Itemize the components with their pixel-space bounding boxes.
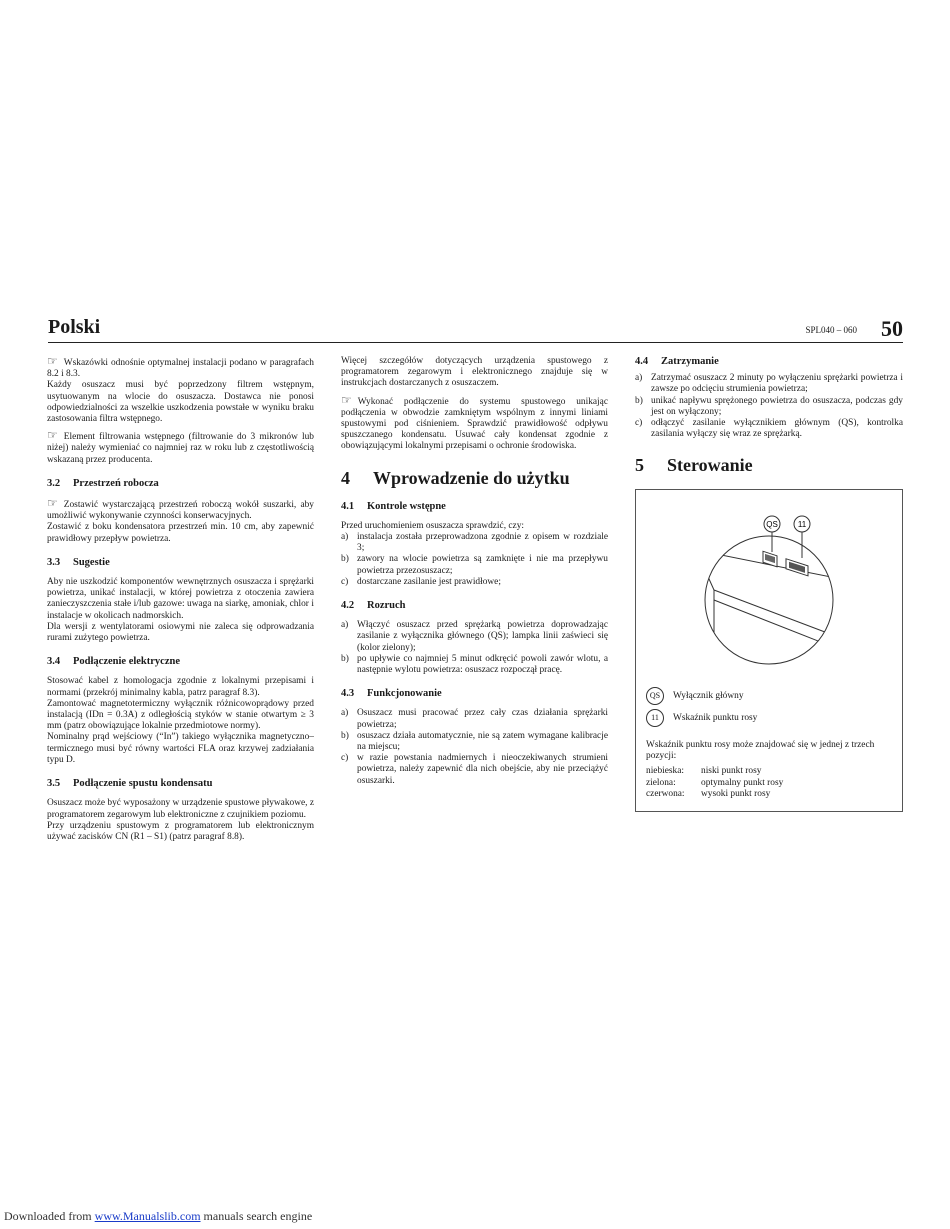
table-row: niebieska: niski punkt rosy xyxy=(646,766,762,777)
list-item: a) Włączyć osuszacz przed sprężarką powietrza doprowadzając zasilanie z wyłącznika głównego (QS); lampka linii zaświeci się (kolor zielony); xyxy=(341,620,608,653)
section-heading: 4.1 Kontrole wstępne xyxy=(341,500,446,512)
table-row: zielona: optymalny punkt rosy xyxy=(646,777,784,788)
section-heading: 3.2 Przestrzeń robocza xyxy=(47,477,159,489)
paragraph: Stosować kabel z homologacja zgodnie z lokalnymi przepisami i normami (przekrój minimalny kabla, patrz paragraf 8.3). xyxy=(47,676,314,698)
language-title: Polski xyxy=(48,316,101,338)
page-header xyxy=(48,316,903,342)
callout-qs: QS xyxy=(766,520,778,529)
chapter-heading: 4 Wprowadzenie do użytku xyxy=(341,467,570,488)
paragraph: Zamontować magnetotermiczny wyłącznik różnicowoprądowy przed instalacją (IDn = 0.3A) z odległością styków w stanie otwartym ≥ 3 mm (patrz obowiązujące lokalnie przedmiotowe normy). xyxy=(47,698,314,732)
paragraph: Dla wersji z wentylatorami osiowymi nie zaleca się odprowadzania rurami zużytego powietrza. xyxy=(47,621,314,644)
download-footer: Downloaded from www.Manualslib.com manuals search engine xyxy=(4,1209,313,1223)
chapter-heading: 5 Sterowanie xyxy=(635,455,753,476)
list xyxy=(341,708,608,786)
dew-point-description: Wskaźnik punktu rosy może znajdować się w jednej z trzech pozycji: niebieska: niski punkt rosy zielona: optymalny punkt rosy czerwona: wysoki punkt rosy xyxy=(646,740,875,799)
dryer-panel-illustration xyxy=(636,490,902,680)
page-number: 50 xyxy=(881,316,903,341)
pointing-hand-icon: ☞ xyxy=(47,496,58,511)
list-item: a) Osuszacz musi pracować przez cały czas działania sprężarki powietrza; xyxy=(341,708,608,730)
indicator-11-badge-icon: 11 xyxy=(646,709,664,727)
paragraph: Osuszacz może być wyposażony w urządzenie spustowe pływakowe, z programatorem zegarowym lub elektroniczne z czujnikiem poziomu. xyxy=(47,798,314,820)
pointing-hand-icon: ☞ xyxy=(47,354,58,368)
paragraph: Więcej szczegółów dotyczących urządzenia spustowego z programatorem zegarowym i elektronicznego znajduje się w instrukcjach dostarczanych z osuszaczem. xyxy=(341,356,608,389)
list-item: b) unikać napływu sprężonego powietrza do osuszacza, podczas gdy jest on wyłączony; xyxy=(635,395,903,417)
list-item: c) dostarczane zasilanie jest prawidłowe; xyxy=(341,576,501,587)
pointing-hand-icon: ☞ xyxy=(47,428,58,443)
column-2 xyxy=(341,356,608,792)
paragraph: Nominalny prąd wejściowy (“In”) takiego wyłącznika magnetyczno–termicznego musi być równy wartości FLA oraz krzywej zadziałania typu D. xyxy=(47,732,314,765)
paragraph: Przy urządzeniu spustowym z programatorem lub elektronicznym używać zacisków CN (R1 – S1) (patrz paragraf 8.8). xyxy=(47,820,314,842)
pointing-hand-icon: ☞ xyxy=(341,392,352,407)
section-heading: 3.5 Podłączenie spustu kondensatu xyxy=(47,778,213,790)
legend-main-switch: QS Wyłącznik główny xyxy=(646,687,744,705)
section-heading: 3.4 Podłączenie elektryczne xyxy=(47,656,180,668)
section-heading: 4.4 Zatrzymanie xyxy=(635,356,719,367)
manualslib-link[interactable]: www.Manualslib.com xyxy=(94,1209,201,1223)
list xyxy=(341,532,608,588)
paragraph: Aby nie uszkodzić komponentów wewnętrznych osuszacza i sprężarki powietrza, unikać instalacji, w której powietrza z otoczenia zawiera zanieczyszczenia stałe i/lub gazowe: uwaga na siarkę, amoniak, chlor i instalacje w okolicach nadmorskich. xyxy=(47,577,314,621)
list-item: a) instalacja została przeprowadzona zgodnie z opisem w rozdziale 3; xyxy=(341,532,608,554)
paragraph: ☞ Wskazówki odnośnie optymalnej instalacji podano w paragrafach 8.2 i 8.3. xyxy=(47,354,314,380)
paragraph: Przed uruchomieniem osuszacza sprawdzić, czy: xyxy=(341,520,524,531)
list-item: b) po upływie co najmniej 5 minut odkręcić powoli zawór wlotu, a następnie wylotu powietrza: osuszacz rozpoczął pracę. xyxy=(341,653,608,676)
paragraph: ☞ Zostawić wystarczającą przestrzeń roboczą wokół suszarki, aby umożliwić wykonywanie czynności konserwacyjnych. xyxy=(47,496,314,522)
paragraph: Zostawić z boku kondensatora przestrzeń min. 10 cm, aby zapewnić prawidłowy przepływ powietrza. xyxy=(47,522,314,544)
list-item: a) Zatrzymać osuszacz 2 minuty po wyłączeniu sprężarki powietrza i zawsze po odcięciu strumienia powietrza; xyxy=(635,373,903,395)
column-1 xyxy=(47,356,314,848)
paragraph: Każdy osuszacz musi być poprzedzony filtrem wstępnym, usytuowanym na wlocie do osuszacza. Dostawca nie ponosi odpowiedzialności za wszelkie uszkodzenia powstałe w wyniku braku zastosowania filtra wstępnego. xyxy=(47,380,314,425)
callout-11: 11 xyxy=(797,520,807,529)
section-heading: 3.3 Sugestie xyxy=(47,556,110,568)
dew-point-table xyxy=(646,766,783,800)
list-item: c) odłączyć zasilanie wyłącznikiem głównym (QS), kontrolka zasilania wyłączy się wraz ze sprężarką. xyxy=(635,418,903,440)
paragraph: ☞ Wykonać podłączenie do systemu spustowego unikając podłączenia w obwodzie zamkniętym wspólnym z innymi liniami spustowymi pod ciśnieniem. Sprawdzić prawidłowość odpływu spuszczanego kondensatu. Usuwać cały kondensat zgodnie z obowiązującymi lokalnymi przepisami o ochronie środowiska. xyxy=(341,392,608,452)
list xyxy=(635,373,903,440)
section-heading: 4.2 Rozruch xyxy=(341,600,406,612)
header-rule xyxy=(48,342,903,343)
legend-dew-point: 11 Wskaźnik punktu rosy xyxy=(646,709,757,727)
control-panel-figure xyxy=(635,489,903,812)
paragraph: ☞ Element filtrowania wstępnego (filtrowanie do 3 mikronów lub niżej) należy wymieniać co najmniej raz w roku lub z częstotliwością wskazaną przez producenta. xyxy=(47,428,314,465)
column-3 xyxy=(635,356,903,488)
list-item: b) zawory na wlocie powietrza są zamknięte i nie ma przepływu powietrza przezosuszacz; xyxy=(341,554,608,576)
qs-badge-icon: QS xyxy=(646,687,664,705)
list-item: b) osuszacz działa automatycznie, nie są zatem wymagane kalibracje na miejscu; xyxy=(341,730,608,753)
section-heading: 4.3 Funkcjonowanie xyxy=(341,688,442,700)
list-item: c) w razie powstania nadmiernych i nieoczekiwanych strumieni powietrza, należy zapewnić dla nich obejście, aby nie przeciążyć osuszarki. xyxy=(341,753,608,786)
model-code: SPL040 – 060 xyxy=(805,325,857,335)
list xyxy=(341,620,608,676)
table-row: czerwona: wysoki punkt rosy xyxy=(646,788,771,799)
